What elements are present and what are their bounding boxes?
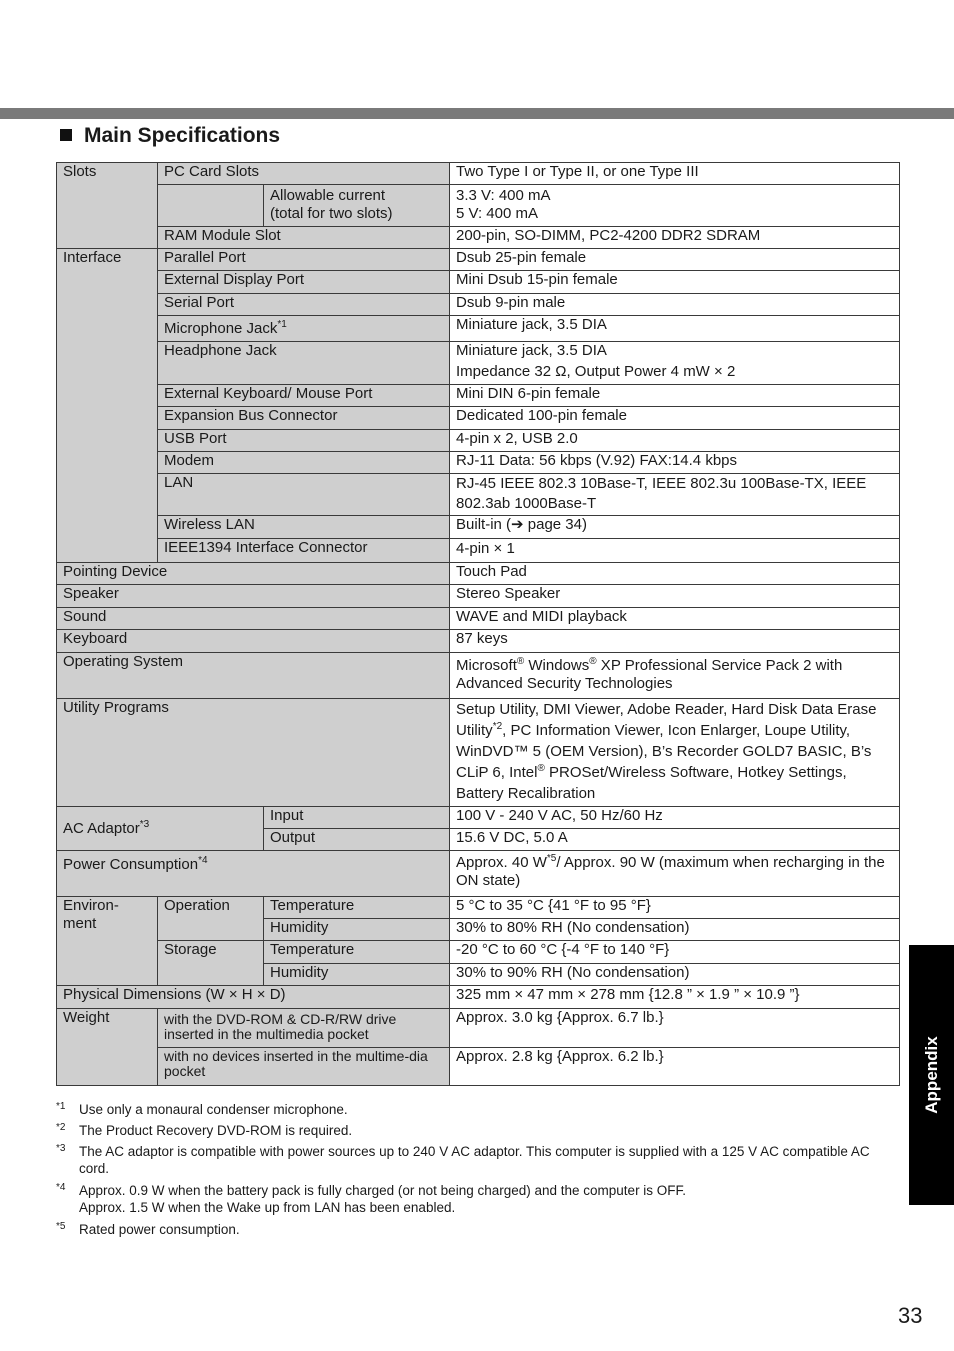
table-row [57,1048,900,1086]
registered-mark: ® [516,656,525,667]
item-cell: PC Card Slots [158,163,450,185]
item-cell: Temperature [264,897,450,919]
item-cell: Storage [158,941,264,986]
value-cell: 5 °C to 35 °C {41 °F to 95 °F} [450,897,900,919]
item-cell: Output [264,829,450,851]
item-cell: Keyboard [57,630,450,653]
table-row [57,630,900,653]
value-cell: Stereo Speaker [450,585,900,608]
registered-mark: ® [589,656,597,667]
table-row [57,897,900,919]
value-cell: Dedicated 100-pin female [450,407,900,430]
table-row [57,342,900,385]
value-cell: 4-pin x 2, USB 2.0 [450,430,900,452]
table-row [57,407,900,430]
value-cell: WAVE and MIDI playback [450,608,900,630]
footnote-mark: *2 [56,1122,66,1133]
table-row [57,385,900,407]
value-cell: RJ-11 Data: 56 kbps (V.92) FAX:14.4 kbps [450,452,900,474]
value-cell: Mini Dsub 15-pin female [450,271,900,294]
value-text: PROSet/Wireless Software, Hotkey Settings, Battery Recalibration [456,764,847,802]
item-cell: External Keyboard/ Mouse Port [158,385,450,407]
table-row [57,227,900,249]
footnote-text: Rated power consumption. [79,1222,240,1237]
item-cell [57,851,450,897]
footnote-ref: *5 [546,853,557,864]
page-number: 33 [898,1303,923,1328]
footnote-text: The AC adaptor is compatible with power sources up to 240 V AC adaptor. This computer is supplied with a 125 V AC compatible AC cord. [79,1144,870,1176]
value-cell [450,653,900,699]
item-line: (total for two slots) [270,205,393,222]
value-line: 3.3 V: 400 mA [456,187,551,204]
table-row [57,185,900,227]
value-cell: Mini DIN 6-pin female [450,385,900,407]
item-cell [57,807,264,851]
value-cell: 4-pin × 1 [450,539,900,563]
section-title: Main Specifications [84,124,281,147]
value-cell: Built-in (➔ page 34) [450,516,900,539]
value-line: Impedance 32 Ω, Output Power 4 mW × 2 [456,363,736,380]
item-cell: Utility Programs [57,699,450,807]
value-cell: 100 V - 240 V AC, 50 Hz/60 Hz [450,807,900,829]
value-cell [450,342,900,385]
table-row [57,516,900,539]
footnote-mark: *3 [56,1143,66,1154]
footnote-mark: *1 [56,1101,66,1112]
item-cell: Humidity [264,964,450,986]
value-line: Miniature jack, 3.5 DIA [456,342,607,359]
table-row [57,430,900,452]
value-cell: -20 °C to 60 °C {-4 °F to 140 °F} [450,941,900,964]
item-cell: Physical Dimensions (W × H × D) [57,986,450,1009]
item-label: Microphone Jack [164,320,278,337]
item-cell: Headphone Jack [158,342,450,385]
square-bullet-icon [60,129,72,141]
table-row [57,163,900,185]
specifications-table [56,162,900,1086]
item-cell: External Display Port [158,271,450,294]
item-cell: Pointing Device [57,563,450,585]
item-cell: Sound [57,608,450,630]
value-cell: 30% to 80% RH (No condensation) [450,919,900,941]
value-cell: Two Type I or Type II, or one Type III [450,163,900,185]
item-cell: USB Port [158,430,450,452]
item-cell: Wireless LAN [158,516,450,539]
value-cell: 30% to 90% RH (No condensation) [450,964,900,986]
footnote [56,1221,898,1238]
footnote-text: Approx. 1.5 W when the Wake up from LAN has been enabled. [79,1200,456,1215]
value-cell: Dsub 25-pin female [450,249,900,271]
item-cell: Input [264,807,450,829]
table-row [57,608,900,630]
table-row [57,941,900,964]
footnote-text: Approx. 0.9 W when the battery pack is fully charged (or not being charged) and the computer is OFF. [79,1183,687,1198]
category-cell [57,897,158,986]
footnote-mark: *4 [56,1182,66,1193]
value-cell [450,699,900,807]
table-row [57,1009,900,1048]
table-row [57,851,900,897]
item-cell: with the DVD-ROM & CD-R/RW drive inserted in the multimedia pocket [158,1009,450,1048]
table-row [57,452,900,474]
value-text: Microsoft [456,657,517,674]
footnote-mark: *5 [56,1221,66,1232]
footnote [56,1182,898,1216]
category-line: ment [63,915,97,932]
item-cell: Parallel Port [158,249,450,271]
value-text: Setup Utility, DMI Viewer, Adobe Reader, Hard Disk Data Erase Utility [456,701,877,739]
item-cell [264,185,450,227]
table-row [57,585,900,608]
table-row [57,249,900,271]
category-line: Environ- [63,897,119,914]
value-text: XP Professional Service Pack 2 with Advanced Security Technologies [456,657,843,692]
footnote-ref: *4 [198,855,208,866]
item-cell: Speaker [57,585,450,608]
footnote [56,1122,898,1139]
value-cell: Touch Pad [450,563,900,585]
item-cell: Humidity [264,919,450,941]
table-row [57,807,900,829]
footnote [56,1101,898,1118]
value-text: / Approx. 90 W (maximum when recharging in the ON state) [456,854,885,889]
item-cell: Modem [158,452,450,474]
value-cell: 87 keys [450,630,900,653]
side-tab-label: Appendix [921,1036,941,1114]
footnote-text: The Product Recovery DVD-ROM is required. [79,1123,353,1138]
registered-mark: ® [537,763,545,774]
value-cell: Dsub 9-pin male [450,294,900,316]
item-cell: with no devices inserted in the multime-dia pocket [158,1048,450,1086]
value-cell: 200-pin, SO-DIMM, PC2-4200 DDR2 SDRAM [450,227,900,249]
value-cell: Approx. 3.0 kg {Approx. 6.7 lb.} [450,1009,900,1048]
appendix-side-tab [909,945,954,1205]
value-line: 5 V: 400 mA [456,205,539,222]
category-cell: Slots [57,163,158,249]
table-row [57,474,900,516]
item-cell: IEEE1394 Interface Connector [158,539,450,563]
item-cell: Operation [158,897,264,941]
footnote-ref: *3 [139,818,150,830]
section-heading [60,124,280,148]
value-cell: Miniature jack, 3.5 DIA [450,316,900,342]
table-row [57,563,900,585]
value-text: , PC Information Viewer, Icon Enlarger, Loupe Utility, WinDVD™ 5 (OEM Version), B’s Recorder GOLD7 BASIC, B’s CLiP 6, Intel [456,722,872,781]
blank-cell [158,185,264,227]
item-cell [158,316,450,342]
footnotes [56,1098,898,1238]
item-cell: LAN [158,474,450,516]
value-text: Approx. 40 W [456,854,547,871]
item-cell: Expansion Bus Connector [158,407,450,430]
item-label: Power Consumption [63,856,199,873]
value-cell: 15.6 V DC, 5.0 A [450,829,900,851]
value-cell: 325 mm × 47 mm × 278 mm {12.8 ” × 1.9 ” × 10.9 ”} [450,986,900,1009]
table-row [57,316,900,342]
item-label: AC Adaptor [63,819,140,837]
value-cell: RJ-45 IEEE 802.3 10Base-T, IEEE 802.3u 100Base-TX, IEEE 802.3ab 1000Base-T [450,474,900,516]
item-line: Allowable current [270,187,386,204]
item-cell: Temperature [264,941,450,964]
table-row [57,539,900,563]
item-cell: Serial Port [158,294,450,316]
footnote-ref: *1 [277,319,287,330]
header-rule [0,108,954,119]
footnote [56,1143,898,1177]
value-cell [450,851,900,897]
footnote-text: Use only a monaural condenser microphone. [79,1102,348,1117]
category-cell: Weight [57,1009,158,1086]
table-row [57,986,900,1009]
category-cell: Interface [57,249,158,563]
footnote-ref: *2 [492,721,503,732]
value-cell: Approx. 2.8 kg {Approx. 6.2 lb.} [450,1048,900,1086]
item-cell: Operating System [57,653,450,699]
table-row [57,294,900,316]
value-text: Windows [524,657,590,674]
item-cell: RAM Module Slot [158,227,450,249]
table-row [57,271,900,294]
table-row [57,699,900,807]
table-row [57,653,900,699]
value-cell [450,185,900,227]
